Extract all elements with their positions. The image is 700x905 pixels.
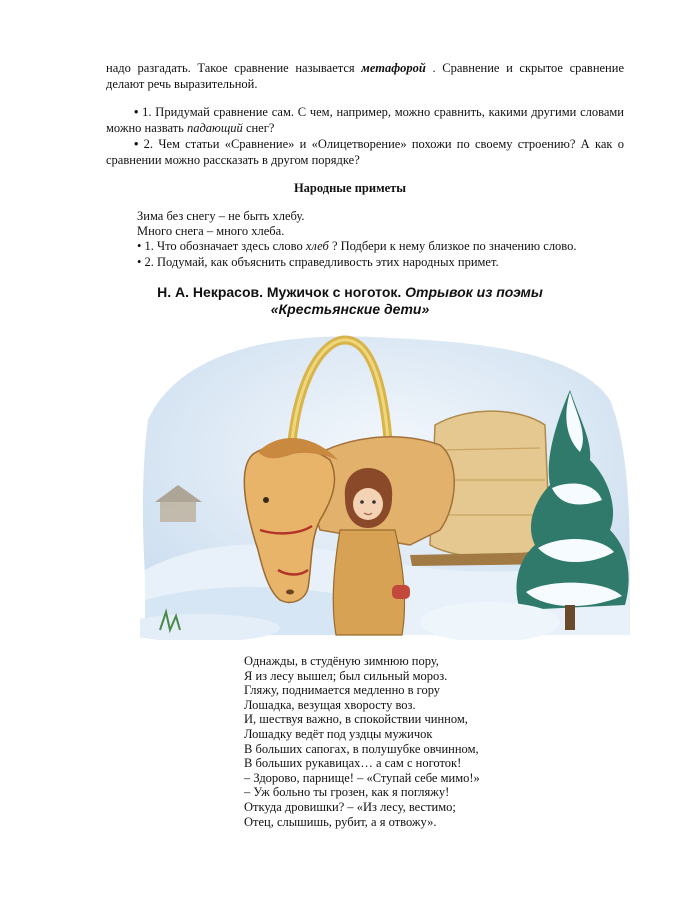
poem-line: Отец, слышишь, рубит, а я отвожу». (244, 814, 437, 829)
section-heading: Народные приметы (293, 181, 407, 195)
bullet: • (134, 137, 139, 151)
poem-line: В больших сапогах, в полушубке овчинном, (244, 741, 479, 756)
emphasized-word: хлеб (305, 239, 329, 254)
proverb-1: Зима без снегу – не быть хлебу. (137, 209, 305, 223)
signs-question-1 (137, 239, 617, 254)
questions-block (106, 104, 624, 168)
question-text: 1. Придумай сравнение сам. С чем, например, можно сравнить, какими другими словами можно назвать (106, 105, 624, 135)
illustration-horse-and-boy (140, 330, 634, 640)
poem-line: – Уж больно ты грозен, как я погляжу! (244, 785, 450, 800)
question-1 (106, 104, 624, 136)
metaphor-term: метафорой (361, 61, 426, 75)
poem-line: – Здорово, парнище! – «Ступай себе мимо!» (244, 770, 480, 785)
poem-title (110, 284, 590, 318)
poem-line: Гляжу, поднимается медленно в гору (244, 683, 441, 698)
question-text: 2. Чем статьи «Сравнение» и «Олицетворение» похожи по своему строению? А как о сравнении можно рассказать в другом порядке? (106, 137, 624, 167)
folk-signs (137, 209, 617, 270)
intro-paragraph (106, 60, 624, 92)
poem-line: В больших рукавицах… а сам с ноготок! (244, 756, 462, 771)
intro-text: надо разгадать. Такое сравнение называется (106, 61, 362, 75)
proverb-2: Много снега – много хлеба. (137, 224, 285, 239)
signs-question-2: • 2. Подумай, как объяснить справедливость этих народных примет. (137, 254, 499, 269)
title-subtitle: Отрывок из поэмы «Крестьянские дети» (270, 284, 543, 317)
poem-line: Откуда дровишки? – «Из лесу, вестимо; (244, 799, 456, 814)
poem-line: Я из лесу вышел; был сильный мороз. (244, 668, 448, 683)
question-text-end: снег? (242, 121, 275, 135)
question-text-end: ? Подбери к нему близкое по значению слово. (328, 239, 577, 254)
bullet: • (134, 105, 139, 119)
intro-text-end: . Сравнение и скрытое сравнение делают речь выразительной. (106, 61, 624, 91)
poem-line: И, шествуя важно, в спокойствии чинном, (244, 712, 468, 727)
title-author: Н. А. Некрасов. Мужичок с ноготок. (157, 284, 406, 300)
poem-line: Однажды, в студёную зимнюю пору, (244, 654, 439, 668)
emphasized-word: падающий (186, 121, 243, 135)
question-text: • 1. Что обозначает здесь слово (137, 239, 306, 254)
question-2 (106, 136, 624, 168)
poem-text (244, 654, 480, 829)
poem-line: Лошадку ведёт под уздцы мужичок (244, 726, 433, 741)
poem-line: Лошадка, везущая хворосту воз. (244, 697, 416, 712)
